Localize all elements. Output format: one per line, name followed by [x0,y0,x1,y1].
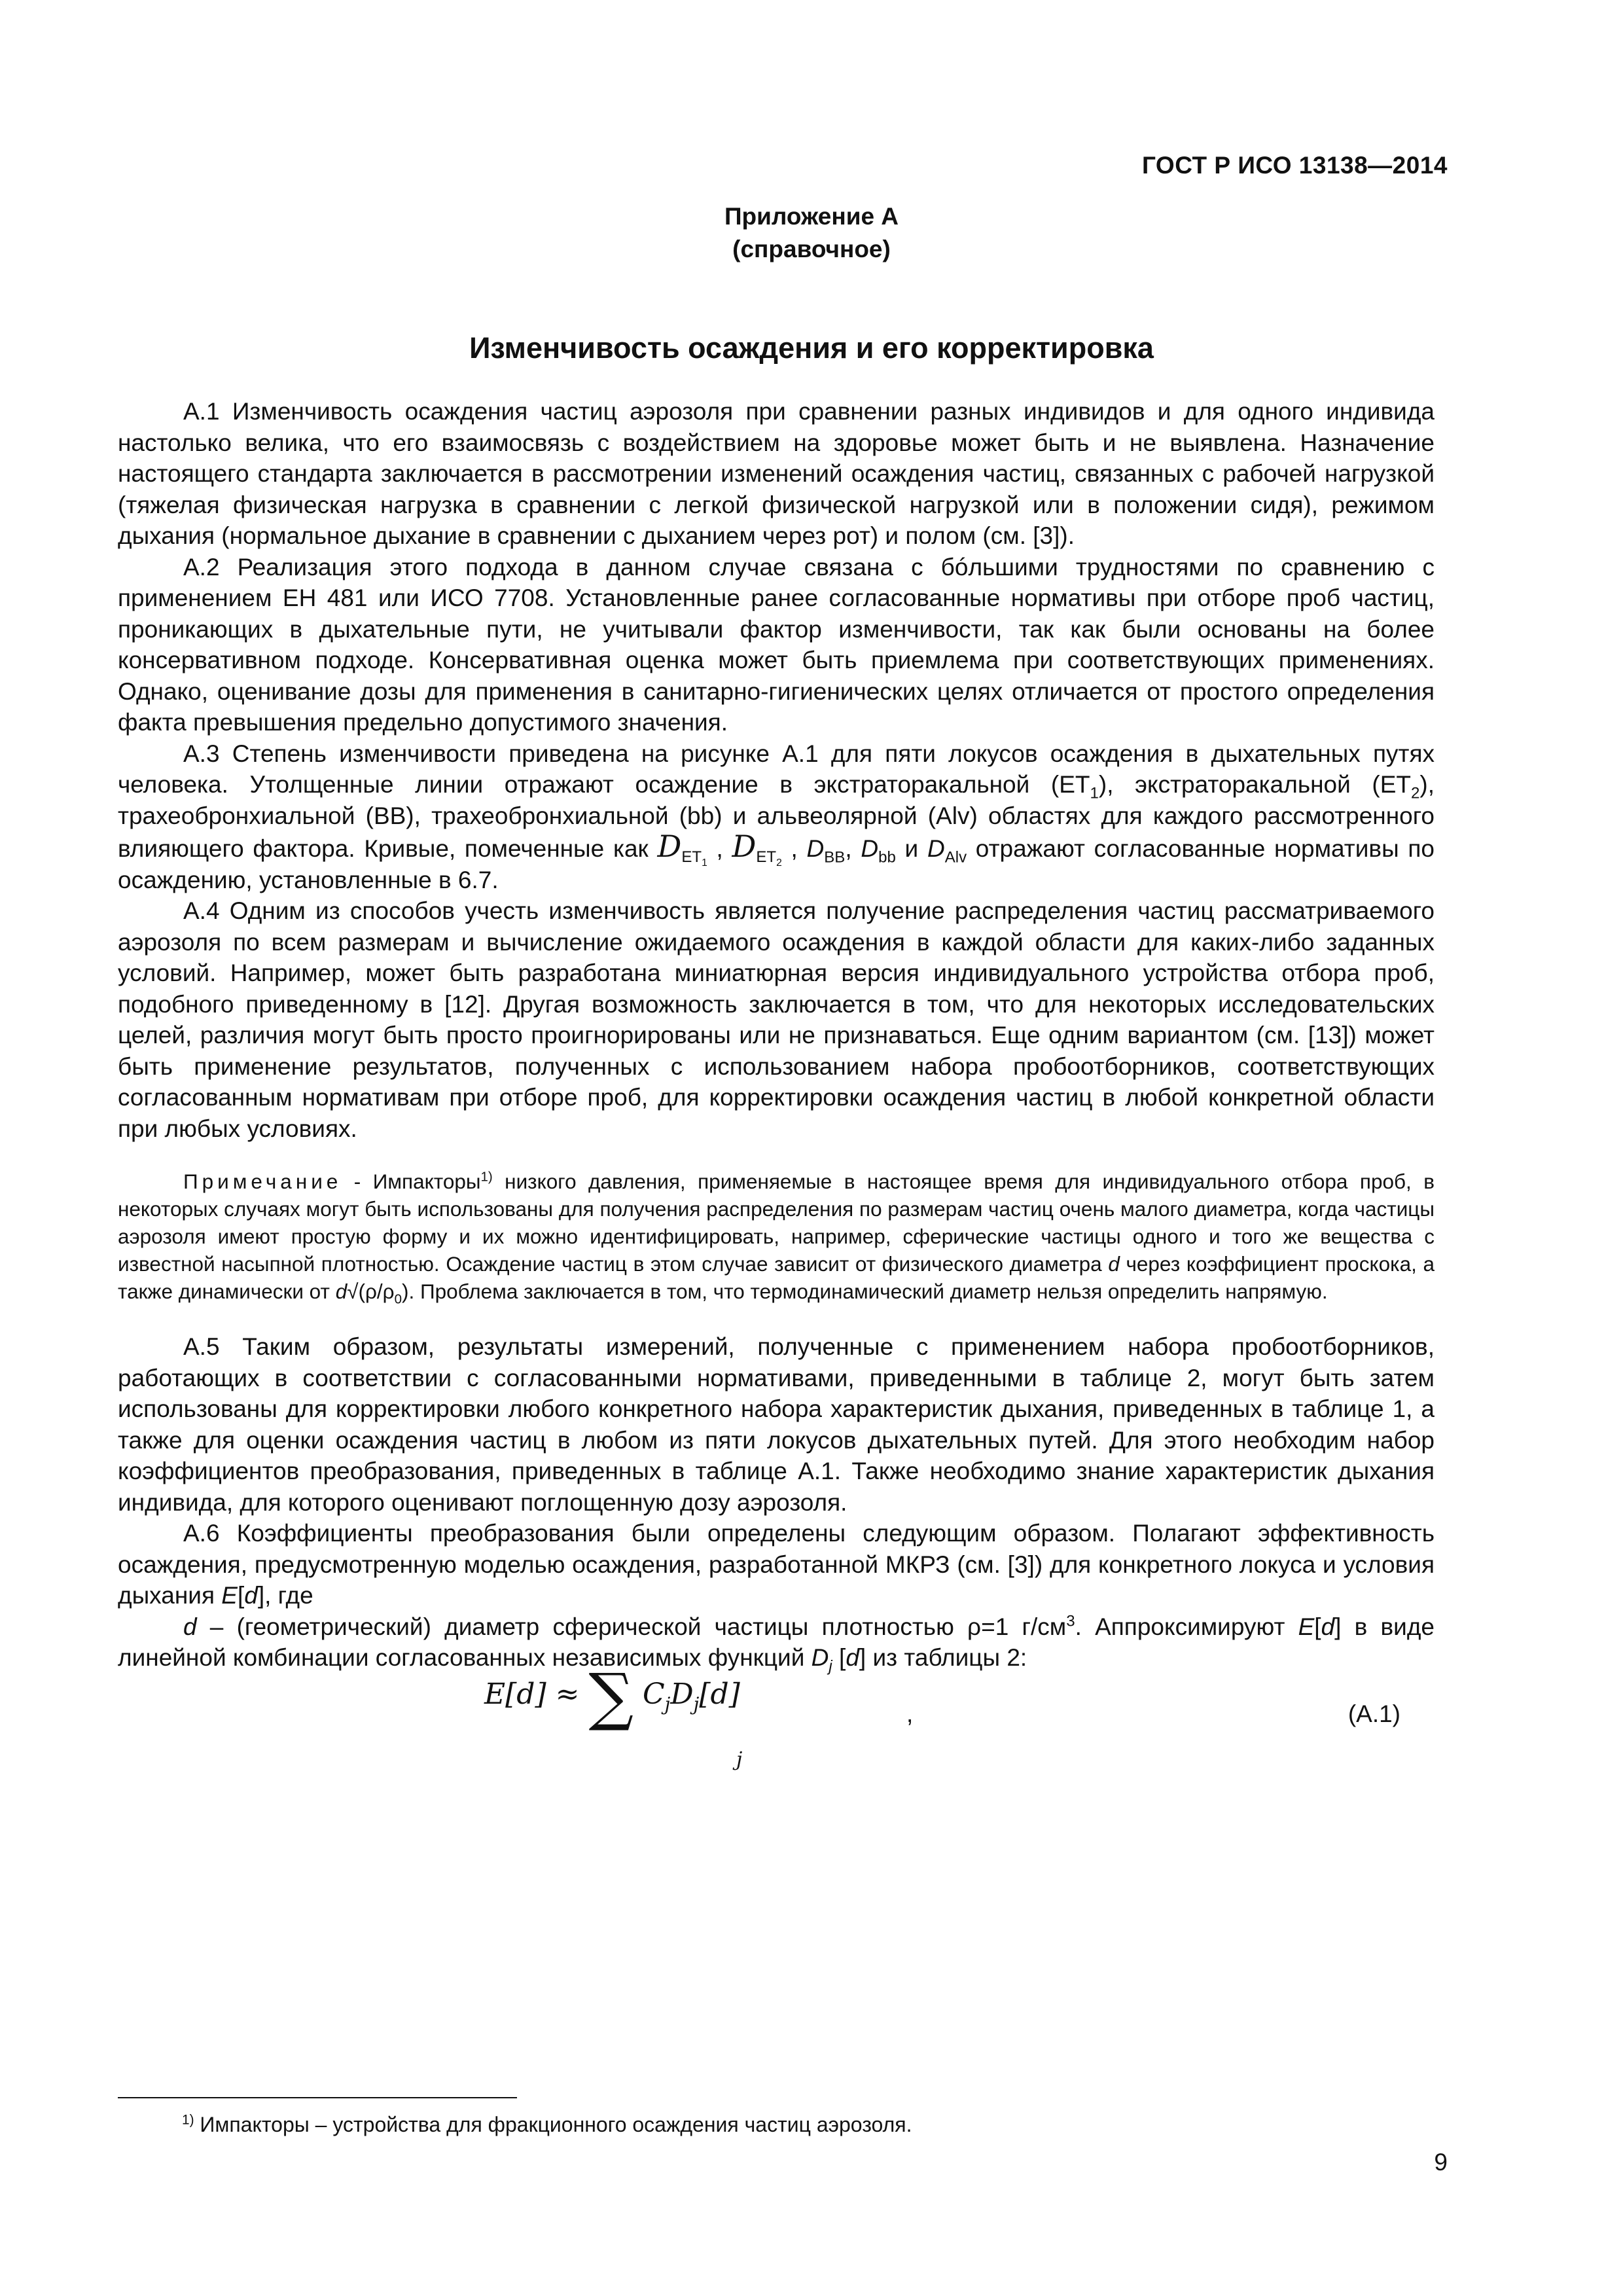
paragraph-d-definition: d – (геометрический) диаметр сферической частицы плотностью ρ=1 $г/см^3$. Аппроксимируют E[d] в виде линейной комбинации согласованных независимых функций $D_j$ [d] из таблицы 2: [118,1612,1435,1676]
annex-title: Приложение А [724,203,899,230]
footnote-ref: 1) [480,1169,493,1185]
footnote: $^{1)}$ Импакторы – устройства для фракционного осаждения частиц аэрозоля. [182,2112,912,2136]
section-title: Изменчивость осаждения и его корректировка [469,331,1154,365]
formula-a1 [118,1659,1435,1771]
body-text [118,396,1435,1770]
annex-status: (справочное) [732,236,891,262]
paragraph-a2: А.2 Реализация этого подхода в данном случае связана с бóльшими трудностями по сравнению с применением ЕН 481 или ИСО 7708. Установленные ранее согласованные нормативы при отборе проб частиц, проникающих в дыхательные пути, не учитывали фактор изменчивости, так как были основаны на более консервативном подходе. Консервативная оценка может быть приемлема при соответствующих применениях. Однако, оценивание дозы для применения в санитарно-гигиенических целях отличается от простого определения факта превышения предельно допустимого значения. [118,553,1435,736]
formula-number: (А.1) [1347,1700,1400,1727]
paragraph-a5: А.5 Таким образом, результаты измерений, полученные с применением набора пробоотборников, работающих в соответствии с согласованными нормативами, приведенными в таблице 2, могут быть затем использованы для корректировки любого конкретного набора характеристик дыхания, приведенных в таблице 1, а также для оценки осаждения частиц в любом из пяти локусов дыхательных путей. Для этого необходим набор коэффициентов преобразования, приведенных в таблице А.1. Также необходимо знание характеристик дыхания индивида, для которого оценивают поглощенную дозу аэрозоля. [118,1333,1435,1516]
sum-index: j [736,1748,743,1771]
note-label: Примечание [183,1170,342,1193]
sum-symbol: ∑ [588,1659,633,1733]
paragraph-a6: А.6 Коэффициенты преобразования были определены следующим образом. Полагают эффективность осаждения, предусмотренную моделью осаждения, разработанной МКРЗ (см. [3]) для конкретного локуса и условия дыхания E[d], где [118,1520,1435,1609]
formula-comma: , [906,1700,914,1727]
formula-expression: E[d] ≈ ∑ $C_jD_j[d]$ [484,1659,740,1733]
note: Примечание - Импакторы$^{1)}$ низкого давления, применяемые в настоящее время для индивидуального отбора проб, в некоторых случаях могут быть использованы для получения распределения по размерам частиц очень малого диаметра, когда частицы аэрозоля имеют простую форму и их можно идентифицировать, например, сферические частицы одного и того же вещества с известной насыпной плотностью. Осаждение частиц в этом случае зависит от физического диаметра d через коэффициент проскока, а также динамически от $d√(\rho/\rho_0)$. Проблема заключается в том, что термодинамический диаметр нельзя определить напрямую. [118,1169,1435,1307]
page-number: 9 [1434,2149,1448,2176]
paragraph-a1: А.1 Изменчивость осаждения частиц аэрозоля при сравнении разных индивидов и для одного индивида настолько велика, что его взаимосвязь с воздействием на здоровье может быть и не выявлена. Назначение настоящего стандарта заключается в рассмотрении изменений осаждения частиц, связанных с рабочей нагрузкой (тяжелая физическая нагрузка в сравнении с легкой физической нагрузкой или в положении сидя), режимом дыхания (нормальное дыхание в сравнении с дыханием через рот) и полом (см. [3]). [118,398,1435,549]
standard-designation: ГОСТ Р ИСО 13138—2014 [1141,152,1448,179]
footnote-divider [118,2097,517,2098]
paragraph-a3: А.3 Степень изменчивости приведена на рисунке А.1 для пяти локусов осаждения в дыхательных путях человека. Утолщенные линии отражают осаждение в экстраторакальной $(ЕТ_1)$, экстраторакальной $(ЕТ_2)$, трахеобронхиальной (ВВ), трахеобронхиальной (bb) и альвеолярной (Alv) областях для каждого рассмотренного влияющего фактора. Кривые, помеченные как $D_{ET_1}$ , $D_{ET_2}$ , $D_{BB}$, $D_{bb}$ и $D_{Alv}$ отражают согласованные нормативы по осаждению, установленные в 6.7. [118,740,1435,893]
paragraph-a4: А.4 Одним из способов учесть изменчивость является получение распределения частиц рассматриваемого аэрозоля по всем размерам и вычисление ожидаемого осаждения в каждой области для каких-либо заданных условий. Например, может быть разработана миниатюрная версия индивидуального устройства отбора проб, подобного приведенному в [12]. Другая возможность заключается в том, что для некоторых исследовательских целей, различия могут быть просто проигнорированы или не признаваться. Еще одним вариантом (см. [13]) может быть применение результатов, полученных с использованием набора пробоотборников, соответствующих согласованным нормативам при отборе проб, для корректировки осаждения частиц в любой конкретной области при любых условиях. [118,897,1435,1142]
